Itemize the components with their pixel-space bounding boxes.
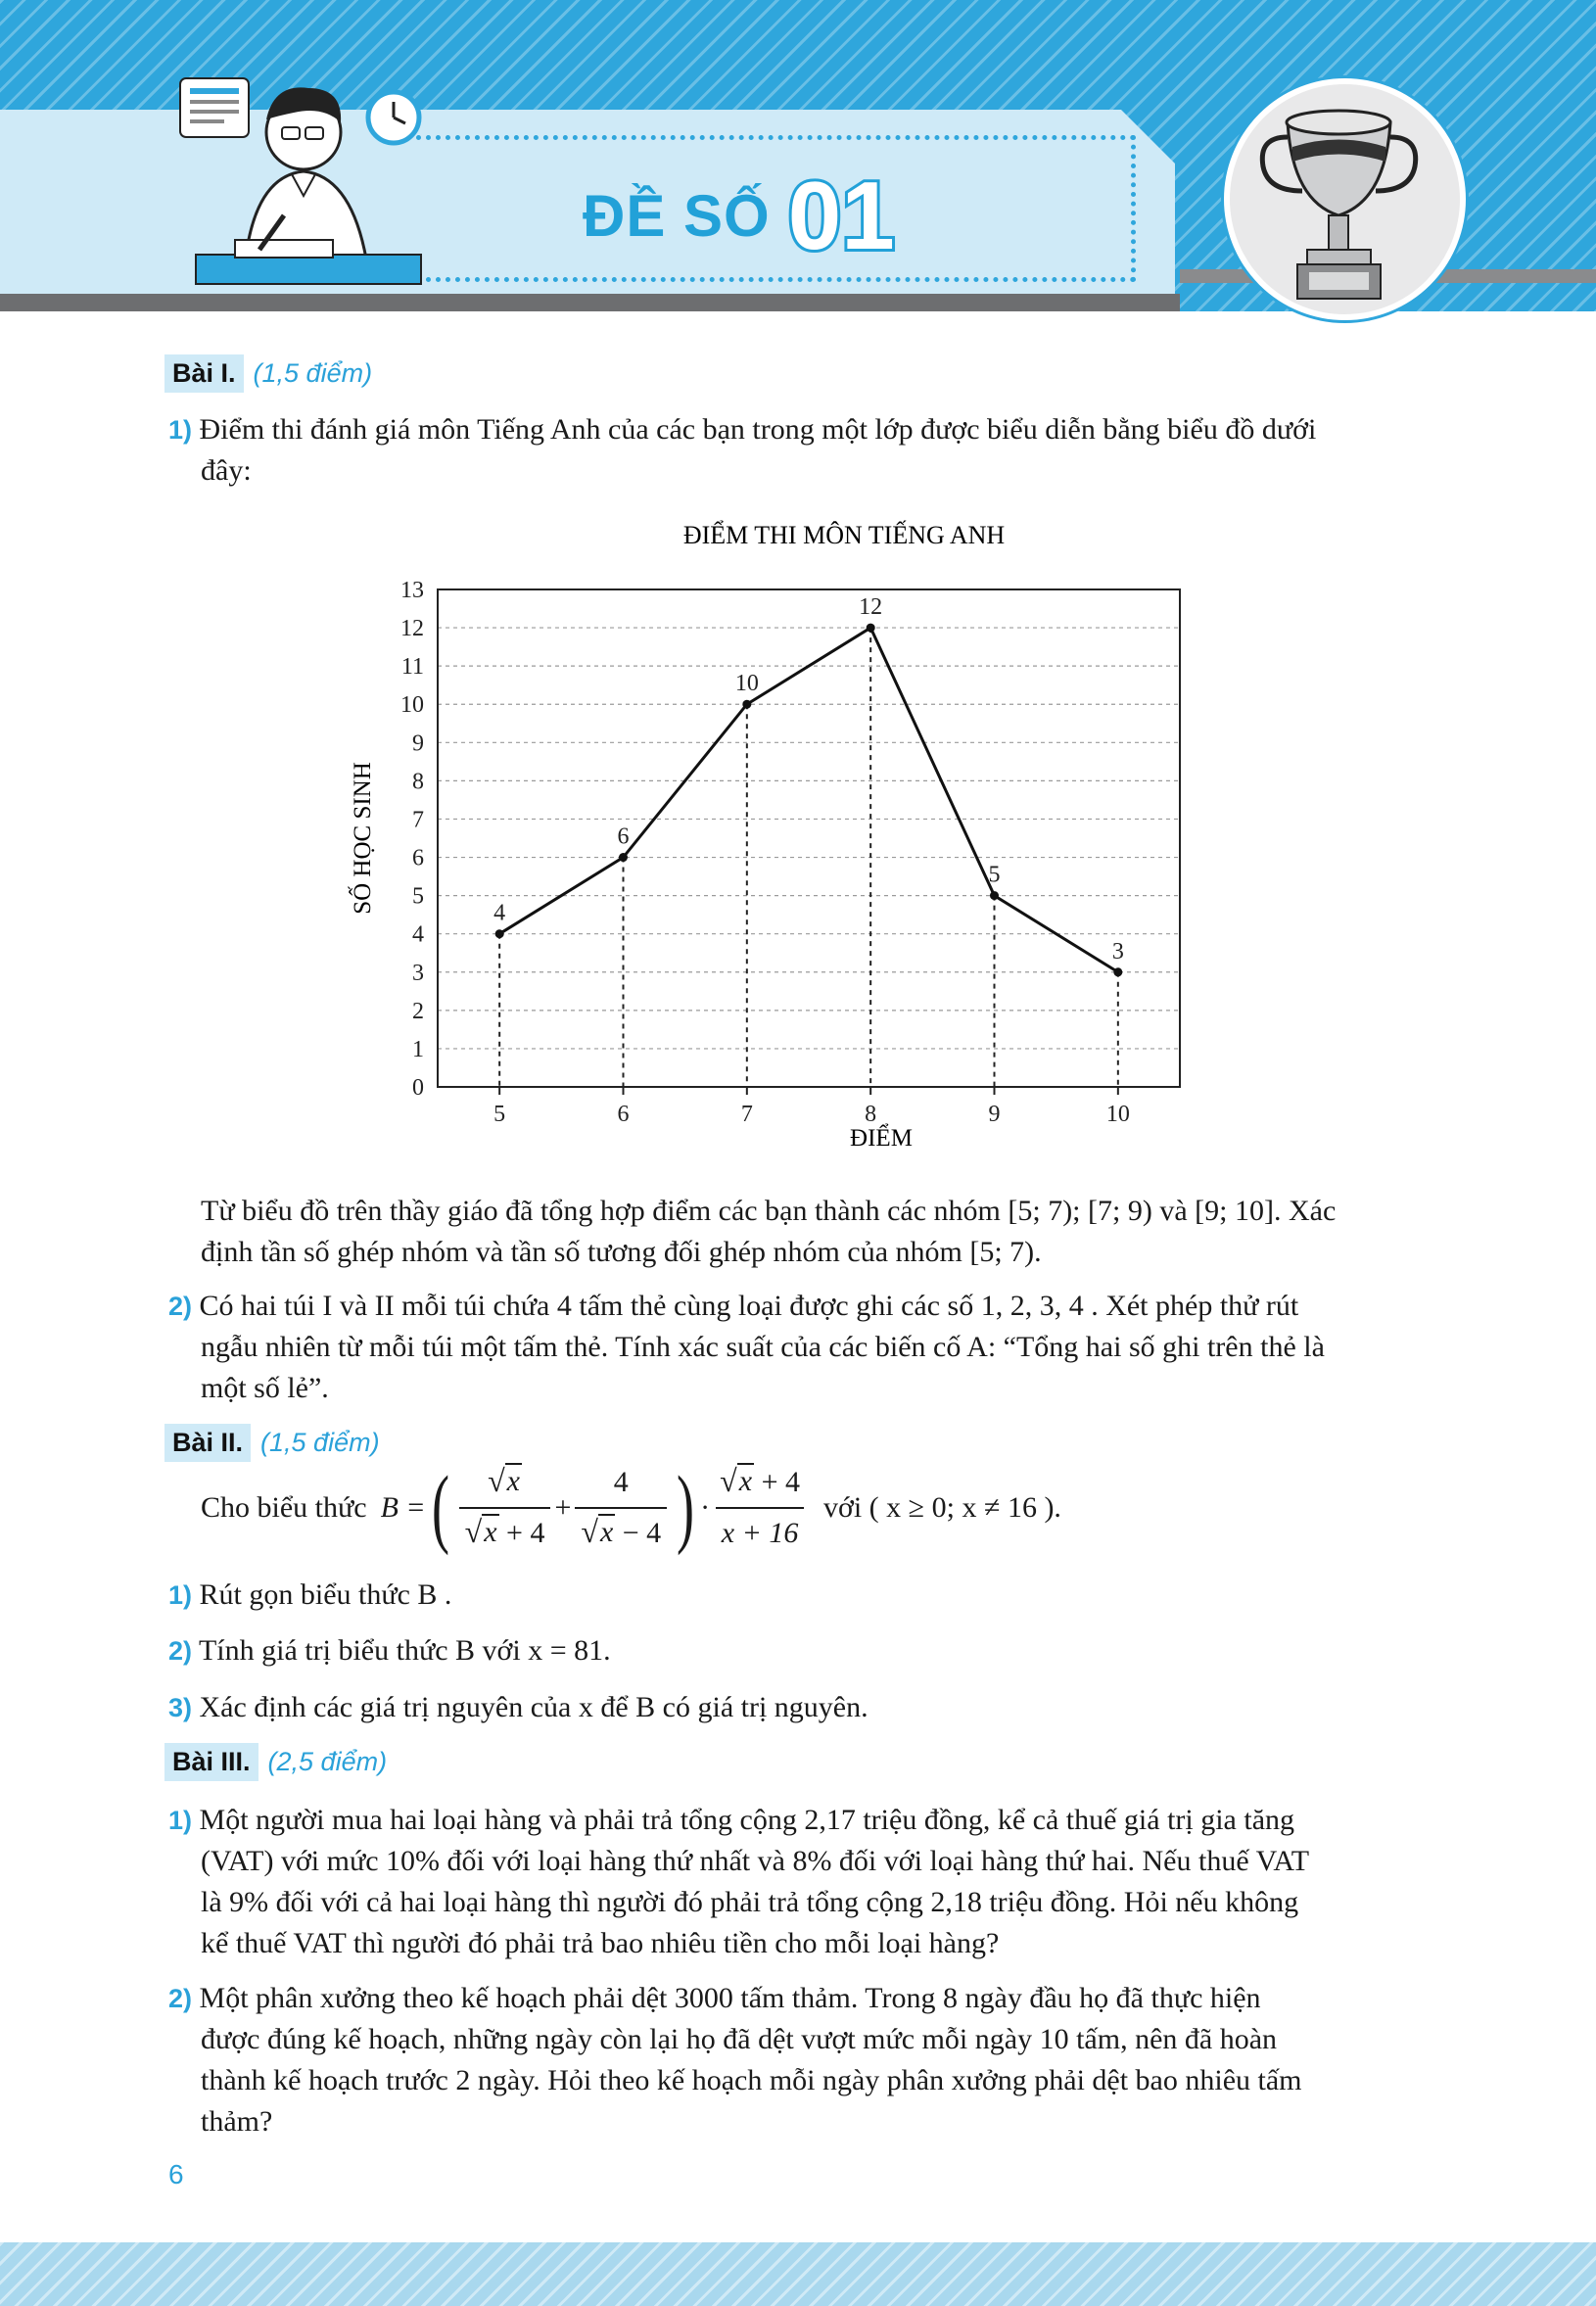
data-label: 4 [493,900,506,926]
question-line [168,1800,1294,1841]
question-text: Tính giá trị biểu thức B với x = 81. [198,1634,611,1667]
question-line: được đúng kế hoạch, những ngày còn lại họ đã dệt vượt mức mỗi ngày 10 tấm, nên đã hoàn [201,2023,1278,2055]
y-tick-label: 13 [400,578,424,603]
fraction-3: √ x + 4 x + 16 [714,1462,806,1554]
y-tick-label: 0 [412,1075,424,1101]
numerator: 4 [613,1466,629,1498]
sqrt-argument: x [599,1516,614,1548]
y-axis-label: SỐ HỌC SINH [350,762,376,915]
dot-operator: · [700,1491,711,1524]
y-tick-label: 1 [412,1036,424,1062]
y-axis-ticks [400,578,424,1101]
question-line: một số lẻ”. [201,1372,329,1404]
data-point [742,700,751,709]
question-text: Có hai túi I và II mỗi túi chứa 4 tấm thẻ cùng loại được ghi các số 1, 2, 3, 4 . Xét phép thử rút [199,1290,1299,1322]
section-bai-3 [164,1743,387,1781]
question-text: Một người mua hai loại hàng và phải trả tổng cộng 2,17 triệu đồng, kể cả thuế giá trị gia tăng [199,1804,1295,1836]
question-number: 1) [168,415,193,445]
sqrt-argument: x [506,1465,520,1497]
numerator-tail: + 4 [761,1466,800,1498]
question-number: 2) [168,1292,193,1321]
chart-grid [438,628,1180,1049]
x-tick-label: 10 [1105,1102,1130,1127]
question-text: Rút gọn biểu thức B . [199,1578,452,1611]
y-tick-label: 12 [400,616,424,642]
y-tick-label: 2 [412,998,424,1024]
section-label: Bài III. [164,1743,258,1781]
section-label: Bài I. [164,354,244,393]
data-label: 3 [1111,938,1124,965]
section-bai-1 [164,354,372,393]
plot-area-frame [438,589,1180,1087]
section-points: (1,5 điểm) [253,358,373,388]
line-chart [323,509,1400,1155]
page-number: 6 [168,2159,184,2189]
data-point [1113,967,1122,976]
y-tick-label: 9 [412,730,424,757]
question-text: Điểm thi đánh giá môn Tiếng Anh của các bạn trong một lớp được biểu diễn bằng biểu đồ dưới [199,413,1317,446]
expression-lhs: B = [380,1491,426,1524]
y-tick-label: 5 [412,883,424,910]
student-illustration [176,59,431,313]
data-label: 12 [859,594,883,621]
section-label: Bài II. [164,1424,251,1462]
question-number: 2) [168,1636,193,1666]
denominator-tail: − 4 [622,1517,662,1549]
close-paren: ) [677,1459,695,1556]
question-text: Một phân xưởng theo kế hoạch phải dệt 3000 tấm thảm. Trong 8 ngày đầu họ đã thực hiện [199,1982,1261,2014]
y-tick-label: 8 [412,769,424,795]
denominator: x + 16 [716,1507,805,1554]
section-points: (2,5 điểm) [267,1747,388,1776]
data-label: 6 [617,824,630,850]
sqrt-argument: x [484,1516,497,1548]
y-tick-label: 4 [412,921,424,948]
question-line [168,1286,1298,1327]
trophy-icon [1239,93,1439,308]
title-number: 01 [787,162,895,269]
paragraph-line: Từ biểu đồ trên thầy giáo đã tổng hợp điểm các bạn thành các nhóm [5; 7); [7; 9) và [9; 10]. Xác [201,1195,1337,1227]
data-points [495,624,1123,977]
question-line: thành kế hoạch trước 2 ngày. Hỏi theo kế hoạch mỗi ngày phân xưởng phải dệt bao nhiêu tấm [201,2064,1302,2096]
x-tick-label: 7 [740,1102,753,1127]
question-line: thảm? [201,2105,273,2138]
condition: với ( x ≥ 0; x ≠ 16 ). [822,1491,1061,1524]
data-point [867,624,875,633]
data-point [990,891,999,900]
y-tick-label: 10 [400,692,424,719]
chart-title: ĐIỂM THI MÔN TIẾNG ANH [682,521,1006,549]
question-line [168,1630,611,1671]
fraction-1: √ x √ x + 4 [459,1462,551,1554]
x-tick-label: 6 [617,1102,630,1127]
question-number: 3) [168,1693,193,1722]
x-tick-label: 8 [865,1102,877,1127]
expression-line [201,1459,1061,1557]
question-number: 1) [168,1580,193,1610]
paragraph-line: định tần số ghép nhóm và tần số tương đối ghép nhóm của nhóm [5; 7). [201,1236,1042,1268]
x-axis-ticks [493,1087,1130,1127]
plus-sign: + [554,1491,572,1524]
question-text: Xác định các giá trị nguyên của x để B có giá trị nguyên. [199,1691,868,1723]
title-text: ĐỀ SỐ [583,182,771,249]
x-axis-label: ĐIỂM [850,1125,913,1152]
question-number: 2) [168,1984,193,2013]
question-line: đây: [201,454,252,487]
question-line: kể thuế VAT thì người đó phải trả bao nhiêu tiền cho mỗi loại hàng? [201,1927,1000,1959]
expression-intro: Cho biểu thức [201,1491,367,1524]
data-label: 10 [734,671,759,697]
y-tick-label: 7 [412,807,424,833]
y-tick-label: 3 [412,960,424,986]
data-point [495,929,504,938]
question-line [168,1575,451,1616]
question-line: (VAT) với mức 10% đối với loại hàng thứ nhất và 8% đối với loại hàng thứ hai. Nếu thuế VAT [201,1845,1310,1877]
y-tick-label: 6 [412,845,424,871]
data-point [619,853,628,862]
footer-band [0,2242,1596,2306]
x-tick-label: 9 [988,1102,1001,1127]
question-line [168,409,1316,450]
question-line: ngẫu nhiên từ mỗi túi một tấm thẻ. Tính xác suất của các biến cố A: “Tổng hai số ghi trên thẻ là [201,1331,1325,1363]
data-label: 5 [988,862,1001,888]
sqrt-argument: x [738,1465,753,1497]
y-tick-label: 11 [400,654,424,681]
open-paren: ( [431,1459,449,1556]
section-bai-2 [164,1424,380,1462]
data-labels [493,594,1124,965]
fraction-2: 4 √ x − 4 [575,1462,667,1554]
question-line: là 9% đối với cả hai loại hàng thì người đó phải trả tổng cộng 2,18 triệu đồng. Hỏi nếu không [201,1886,1299,1918]
series-line [499,628,1118,972]
denominator-tail: + 4 [506,1517,545,1549]
question-line [168,1978,1261,2019]
section-points: (1,5 điểm) [260,1428,380,1457]
header-title [583,162,895,269]
question-line [168,1687,868,1728]
question-number: 1) [168,1806,193,1835]
x-tick-label: 5 [493,1102,506,1127]
